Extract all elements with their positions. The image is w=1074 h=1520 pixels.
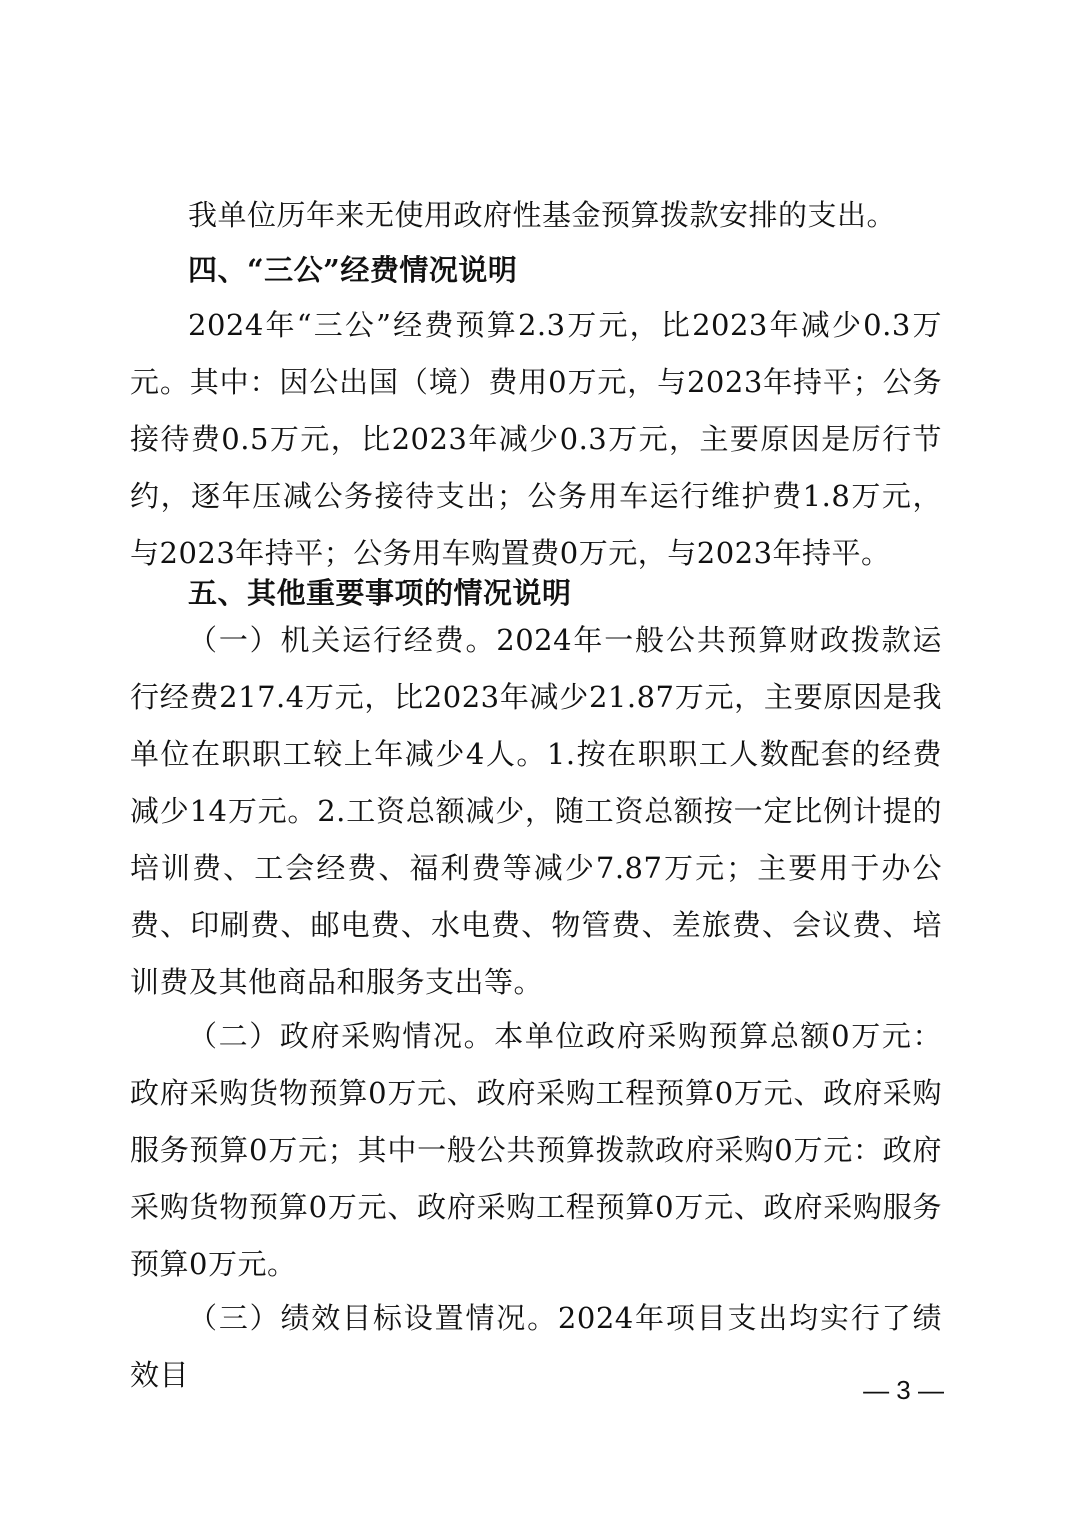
paragraph-three-public-expenses: 2024年“三公”经费预算2.3万元，比2023年减少0.3万元。其中：因公出国（境）费用0万元，与2023年持平；公务接待费0.5万元，比2023年减少0.3万元，主要原因是厉行节约，逐年压减公务接待支出；公务用车运行维护费1.8万元，与2023年持平；公务用车购置费0万元，与2023年持平。 [130, 308, 942, 570]
paragraph-operating-funds: （一）机关运行经费。2024年一般公共预算财政拨款运行经费217.4万元，比2023年减少21.87万元，主要原因是我单位在职职工较上年减少4人。1.按在职职工人数配套的经费减少14万元。2.工资总额减少，随工资总额按一定比例计提的培训费、工会经费、福利费等减少7.87万元；主要用于办公费、印刷费、邮电费、水电费、物管费、差旅费、会议费、培训费及其他商品和服务支出等。 [130, 623, 942, 999]
paragraph-performance-targets: （三）绩效目标设置情况。2024年项目支出均实行了绩效目 [130, 1301, 942, 1392]
heading-three-public-expenses: 四、“三公”经费情况说明 [188, 253, 518, 287]
heading-other-matters: 五、其他重要事项的情况说明 [188, 576, 572, 610]
page-number: — 3 — [863, 1375, 944, 1405]
paragraph-government-procurement: （二）政府采购情况。本单位政府采购预算总额0万元：政府采购货物预算0万元、政府采购工程预算0万元、政府采购服务预算0万元；其中一般公共预算拨款政府采购0万元：政府采购货物预算0万元、政府采购工程预算0万元、政府采购服务预算0万元。 [130, 1019, 942, 1281]
paragraph-fund-budget: 我单位历年来无使用政府性基金预算拨款安排的支出。 [188, 198, 897, 232]
